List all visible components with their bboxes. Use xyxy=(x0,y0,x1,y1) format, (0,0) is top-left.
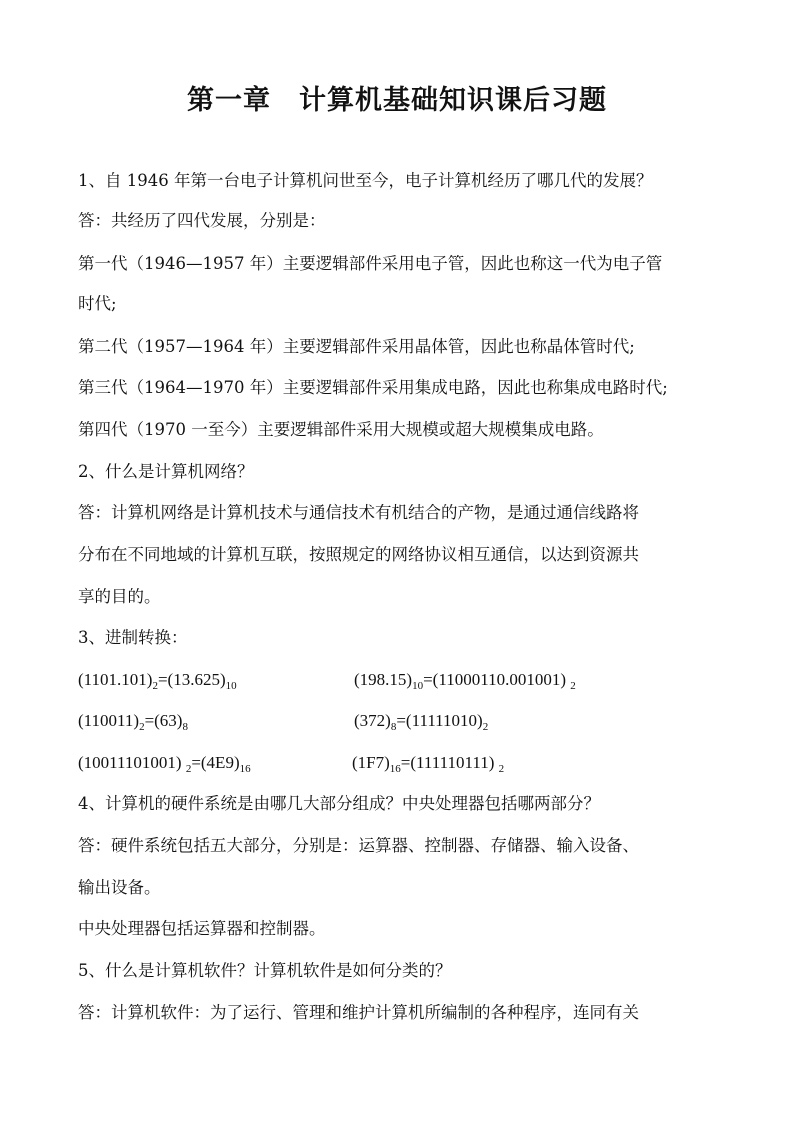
conversion-4: $(372)_8=(11111010)_2$ xyxy=(354,711,489,733)
answer-1-gen4: 第四代（1970 一至今）主要逻辑部件采用大规模或超大规模集成电路。 xyxy=(78,420,604,439)
answer-4-line-3: 中央处理器包括运算器和控制器。 xyxy=(78,919,326,938)
answer-2-line-2: 分布在不同地域的计算机互联，按照规定的网络协议相互通信，以达到资源共 xyxy=(78,545,639,564)
conversion-2: $(198.15)_{10}=(11000110.001001)$ $_2$ xyxy=(354,670,576,692)
answer-2-line-3: 享的目的。 xyxy=(78,587,161,606)
conversion-1: $(1101.101)_2=(13.625)_{10}$ xyxy=(78,670,237,692)
conversion-6: $(1F7)_{16}=(111110111)$ $_2$ xyxy=(352,753,505,775)
question-4: 4、计算机的硬件系统是由哪几大部分组成？中央处理器包括哪两部分？ xyxy=(78,794,600,813)
question-2: 2、什么是计算机网络？ xyxy=(78,462,254,481)
page-title: 第一章 计算机基础知识课后习题 xyxy=(187,85,607,116)
conversion-5: (10011101001) $_2=(4E9)_{16}$ xyxy=(78,753,251,775)
question-1: 1、自 1946 年第一台电子计算机问世至今，电子计算机经历了哪几代的发展？ xyxy=(78,171,653,190)
answer-1-gen3: 第三代（1964—1970 年）主要逻辑部件采用集成电路，因此也称集成电路时代; xyxy=(78,378,668,397)
answer-1-gen2: 第二代（1957—1964 年）主要逻辑部件采用晶体管，因此也称晶体管时代; xyxy=(78,337,635,356)
answer-4-line-1: 答：硬件系统包括五大部分，分别是：运算器、控制器、存储器、输入设备、 xyxy=(78,836,639,855)
answer-5-line-1: 答：计算机软件：为了运行、管理和维护计算机所编制的各种程序，连同有关 xyxy=(78,1003,639,1022)
question-3: 3、进制转换： xyxy=(78,628,188,647)
answer-1-gen1-cont: 时代; xyxy=(78,294,117,313)
answer-2-line-1: 答：计算机网络是计算机技术与通信技术有机结合的产物，是通过通信线路将 xyxy=(78,503,639,522)
answer-1-gen1: 第一代（1946—1957 年）主要逻辑部件采用电子管，因此也称这一代为电子管 xyxy=(78,254,663,273)
question-5: 5、什么是计算机软件？计算机软件是如何分类的？ xyxy=(78,961,452,980)
answer-4-line-2: 输出设备。 xyxy=(78,878,161,897)
answer-1-intro: 答：共经历了四代发展，分别是： xyxy=(78,211,326,230)
conversion-3: $(110011)_2=(63)_8$ xyxy=(78,711,188,733)
